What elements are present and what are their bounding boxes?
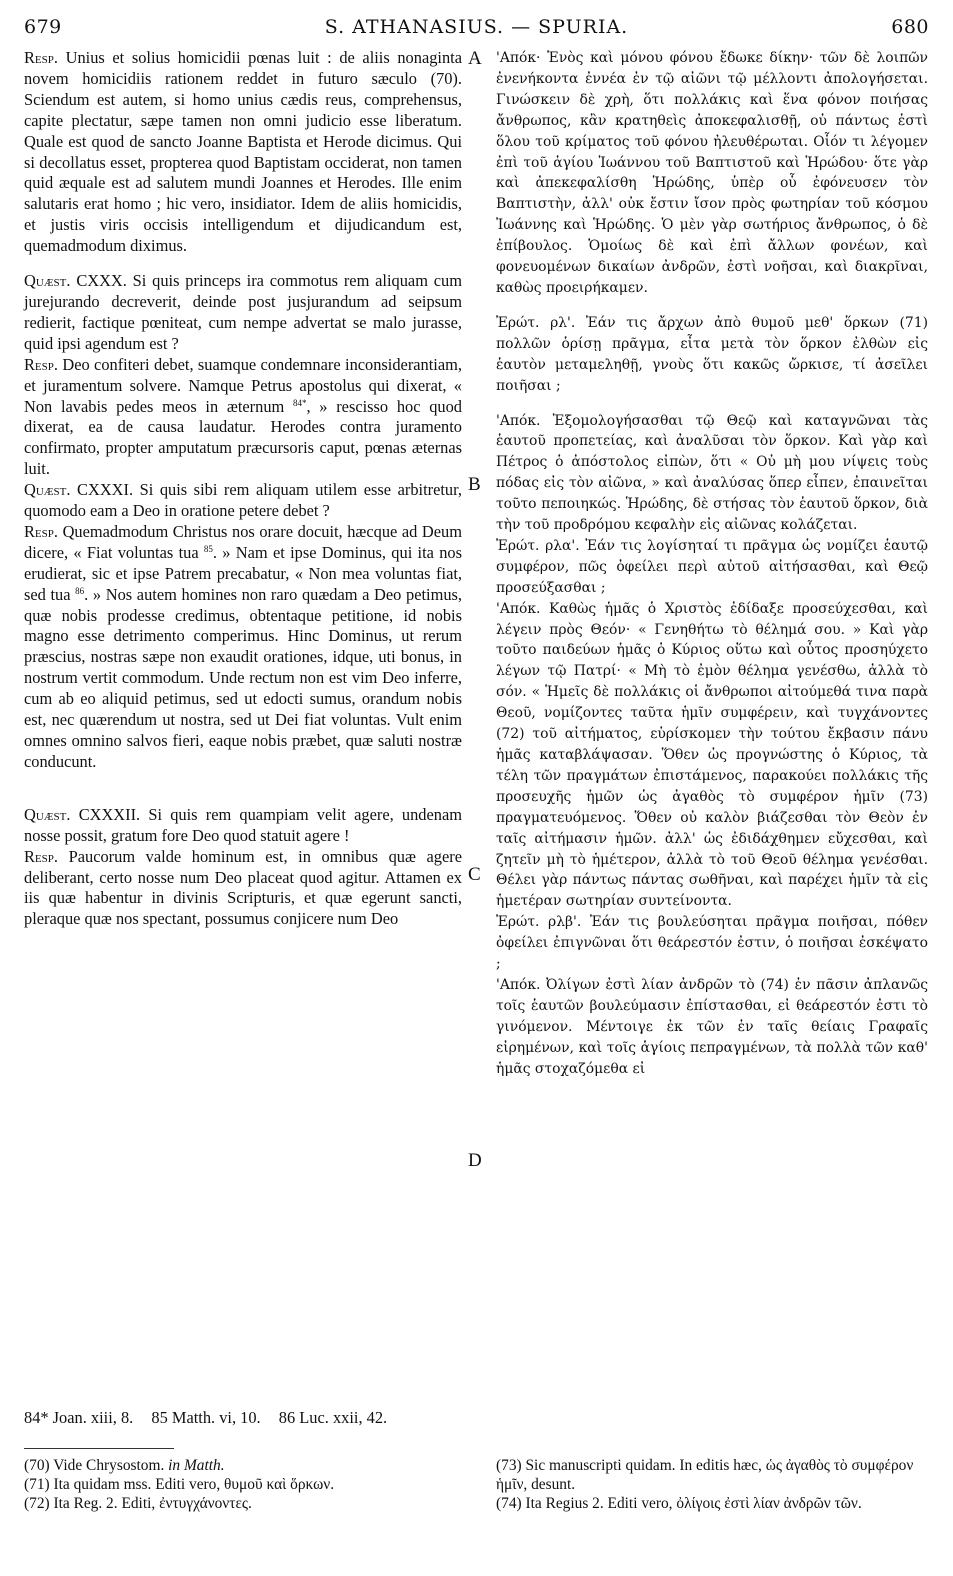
section-marker-b: B xyxy=(468,474,481,495)
greek-response-131: 'Απόκ. Καθὼς ἡμᾶς ὁ Χριστὸς ἐδίδαξε προσεύχεσθαι, καὶ λέγειν πρὸς Θεόν· « Γενηθήτω τὸ θέλημά σου. » Καὶ γὰρ τοῦτο παιδεύων ἡμᾶς ὁ Κύριος οὕτω καὶ οὗτος προσηύχετο λέγων τῷ Πατρί· « Μὴ τὸ ἐμὸν θέλημα γενέσθω, ἀλλὰ τὸ σόν. « Ἡμεῖς δὲ πολλάκις οἱ ἄνθρωποι αἰτούμεθά τινα παρὰ Θεοῦ, νομίζοντες ταῦτα ἡμῖν συμφέρειν, καὶ τυγχάνοντες (72) τοῦ αἰτήματος, εὑρίσκομεν τὴν τούτου ἔκβασιν πάνυ ἡμᾶς καταβλάψασαν. Ὅθεν ὡς προγνώστης ὁ Κύριος, τὰ τέλη τῶν πραγμάτων ἐπιστάμενος, παρακούει πολλάκις τῆς προσευχῆς ἡμῶν ὡς ἀγαθὸς τὸ συμφέρον ἡμῖν (73) πραγματευόμενος. Ὅθεν οὐ καλὸν βιάζεσθαι τὸν Θεὸν ἐν ταῖς αἰτήμασιν ἡμῶν. ἀλλ' ὡς ἐδιδάχθημεν εὔχεσθαι, καὶ ζητεῖν μὴ τὸ ἡμέτερον, ἀλλὰ τὸ τοῦ Θεοῦ θέλημα γενέσθαι. Θέλει γὰρ πάντως πάντας σωθῆναι, καὶ παρέχει ἡμῖν τὰ εἰς ἡμετέραν σωτηρίαν συντείνοντα. xyxy=(496,600,928,910)
footnote-71: (71) Ita quidam mss. Editi vero, θυμοῦ καὶ ὅρκων. xyxy=(24,1476,335,1493)
footnote-70: (70) Vide Chrysostom. in Matth. xyxy=(24,1457,225,1474)
scripture-ref-84: 84* Joan. xiii, 8. xyxy=(24,1408,134,1427)
latin-question-131: Quæst. CXXXI. Si quis sibi rem aliquam utilem esse arbitretur, quomodo eam a Deo in oratione petere debet ? xyxy=(24,480,462,521)
scripture-ref-85: 85 Matth. vi, 10. xyxy=(151,1408,261,1427)
page-number-right: 680 xyxy=(891,16,929,38)
latin-response-130: Resp. Deo confiteri debet, suamque condemnare inconsiderantiam, et juramentum solvere. Namque Petrus apostolus qui dixerat, « Non lavabis pedes meos in æternum $^{84*}$, » rescisso hoc quod dixerat, ea de causa laudatur. Herodes contra juramento confirmato, propter amputatum præcursoris caput, pœnas æternas luit. xyxy=(24,354,462,479)
footnote-73: (73) Sic manuscripti quidam. In editis hæc, ὡς ἀγαθὸς τὸ συμφέρον ἡμῖν, desunt. xyxy=(496,1457,914,1493)
greek-question-130: Ἐρώτ. ρλ'. Ἐάν τις ἄρχων ἀπὸ θυμοῦ μεθ' ὅρκων (71) πολλῶν ὁρίσῃ πρᾶγμα, εἶτα μετὰ τὸν ὅρκον ἐλθὼν εἰς ἑαυτὸν μεταμεληθῇ, γνοὺς ὅτι κακῶς ὤρκισε, τί ἀσεῖλει ποιῆσαι ; xyxy=(496,314,928,394)
section-marker-d: D xyxy=(468,1150,482,1171)
latin-response-132: Resp. Paucorum valde hominum est, in omnibus quæ agere deliberant, certo nosse num Deo placeat quod agitur. Attamen ex iis quæ habentur in divinis Scripturis, et quæ egerunt sancti, pleraque quæ nos spectant, possumus conjicere num Deo xyxy=(24,846,462,929)
greek-question-131: Ἐρώτ. ρλα'. Ἐάν τις λογίσηταί τι πρᾶγμα ὡς νομίζει ἑαυτῷ συμφέρον, πῶς ὀφείλει περὶ αὐτοῦ αἰτήσασθαι, καὶ Θεῷ προσεύξασθαι ; xyxy=(496,537,928,596)
greek-response-132: 'Απόκ. Ὀλίγων ἐστὶ λίαν ἀνδρῶν τὸ (74) ἐν πᾶσιν ἀπλανῶς τοῖς ἑαυτῶν βουλεύμασιν ἐπίστασθαι, εἰ θεάρεστόν ἐστι τὸ γινόμενον. Μέντοιγε ἐκ τῶν ἐν ταῖς θείαις Γραφαῖς εἰρημένων, καὶ τοῖς ἁγίοις πεπραγμένων, τὰ πολλὰ τῶν καθ' ἡμᾶς στοχαζόμεθα εἰ xyxy=(496,976,928,1077)
footnotes-left xyxy=(24,1456,464,1513)
latin-response-131: Resp. Quemadmodum Christus nos orare docuit, hæcque ad Deum dicere, « Fiat voluntas tua $^{85}$. » Nam et ipse Dominus, qui ita nos erudierat, sic et ipse Patrem precabatur, « Non mea voluntas fiat, sed tua $^{86}$. » Nos autem homines non raro quædam a Deo petimus, quæ nobis prodesse credimus, obtentaque petitione, id nobis magno esse detrimento comperimus. Hinc Dominus, ut rerum præscius, nostras sæpe non exaudit orationes, idque, uti bonus, in nostrum vertit commodum. Unde rectum non est vim Deo inferre, cum ab eo aliquid petimus, sed ut edocti sumus, orandum nobis est, nec quærendum ut nostra, sed ut Dei fiat voluntas. Vult enim omnes omnino salvos fieri, eaque nobis præbet, quæ saluti nostræ conducunt. xyxy=(24,521,462,771)
footnotes-right xyxy=(496,1456,928,1513)
latin-question-130: Quæst. CXXX. Si quis princeps ira commotus rem aliquam cum jurejurando decreverit, deinde post jusjurandum ad seipsum redierit, factique pœniteat, cum nempe advertat se malo jurasse, quid ipsi agendum est ? xyxy=(24,271,462,353)
section-marker-a: A xyxy=(468,48,482,69)
greek-response-130: 'Απόκ. Ἐξομολογήσασθαι τῷ Θεῷ καὶ καταγνῶναι τὰς ἑαυτοῦ προπετείας, καὶ ἀναλῦσαι τὸν ὅρκον. Καὶ γὰρ καὶ Πέτρος ὁ ἀπόστολος εἰπὼν, ὅτι « Οὐ μὴ μου νίψεις τοὺς πόδας εἰς τὸν αἰῶνα, » καὶ ἀναλύσας ὅπερ εἶπεν, ἐπαινεῖται τοῦτο πεποιηκώς. Ἡρώδης, δὲ στήσας τὸν ἑαυτοῦ ὅρκον, διὰ τὴν τοῦ προδρόμου κεφαλὴν εἰς αἰῶνας κολάζεται. xyxy=(496,412,928,534)
greek-response-129: 'Απόκ· Ἑνὸς καὶ μόνου φόνου ἔδωκε δίκην· τῶν δὲ λοιπῶν ἐνενήκοντα ἐννέα ἐν τῷ αἰῶνι τῷ μέλλοντι ἀπολογήσεται. Γινώσκειν δὲ χρὴ, ὅτι πολλάκις καὶ ἕνα φόνον ποιήσας ἄνθρωπος, κἂν κρατηθεὶς ἀποκεφαλισθῇ, οὐ πάντως ἐστὶ ὅλου τοῦ κρίματος τοῦ φόνου ἠλευθέρωται. Οἷόν τι λέγομεν ἐπὶ τοῦ ἁγίου Ἰωάννου τοῦ Βαπτιστοῦ καὶ Ἡρώδου· ὅτε γὰρ καὶ ἀπεκεφαλίσθη Ἡρώδης, ὑπὲρ οὗ ἐφόνευσεν τὸν Βαπτιστὴν, ἀλλ' οὐκ ἔστιν ἴσον πρὸς φωτηρίαν τοῦ κόσμου Ἰωάννης καὶ Ἡρώδης. Ὁ μὲν γὰρ σωτήριος ἄνθρωπος, ὁ δὲ ἐπίβουλος. Ὁμοίως δὲ καὶ ἐπὶ ἄλλων φονέων, καὶ φονευομένων δικαίων ἀνδρῶν, ἐστὶ νοῆσαι, καὶ διακρῖναι, καθὼς προειρήκαμεν. xyxy=(496,50,928,296)
section-marker-c: C xyxy=(468,864,481,885)
page-number-left: 679 xyxy=(24,16,62,38)
latin-question-132: Quæst. CXXXII. Si quis rem quampiam velit agere, undenam nosse possit, gratum fore Deo quod statuit agere ! xyxy=(24,804,462,845)
scripture-ref-86: 86 Luc. xxii, 42. xyxy=(278,1408,388,1427)
running-header xyxy=(24,16,929,44)
footnote-divider xyxy=(24,1448,174,1449)
latin-response-129: Resp. Unius et solius homicidii pœnas luit : de aliis nonaginta novem homicidiis rationem reddet in futuro sæculo (70). Sciendum est autem, si homo unius cædis reus, comprehensus, capite plectatur, sæpe tamen non omni judicio esse liberatum. Quale est quod de sancto Joanne Baptista et Herode dicimus. Qui si decollatus esset, propterea quod Baptistam occiderat, non tamen quid æquale est ad salutem mundi Joannes et Herodes. Ille enim salutaris erat homo ; hic vero, insidiator. Idem de aliis homicidis, et justis viris occisis intelligendum et dijudicandum est, quemadmodum diximus. xyxy=(24,48,462,256)
latin-column xyxy=(24,48,462,930)
greek-column xyxy=(496,48,928,1080)
greek-question-132: Ἐρώτ. ρλβ'. Ἐάν τις βουλεύσηται πρᾶγμα ποιῆσαι, πόθεν ὀφείλει ἐπιγνῶναι ὅτι θεάρεστόν ἐστιν, ὁ ποιῆσαι ἐσκέψατο ; xyxy=(496,914,928,973)
scripture-references xyxy=(24,1408,401,1428)
footnote-74: (74) Ita Regius 2. Editi vero, ὀλίγοις ἐστὶ λίαν ἀνδρῶν τῶν. xyxy=(496,1495,862,1512)
running-title: S. ATHANASIUS. — SPURIA. xyxy=(324,16,629,38)
footnote-72: (72) Ita Reg. 2. Editi, ἐντυγχάνοντες. xyxy=(24,1495,252,1512)
